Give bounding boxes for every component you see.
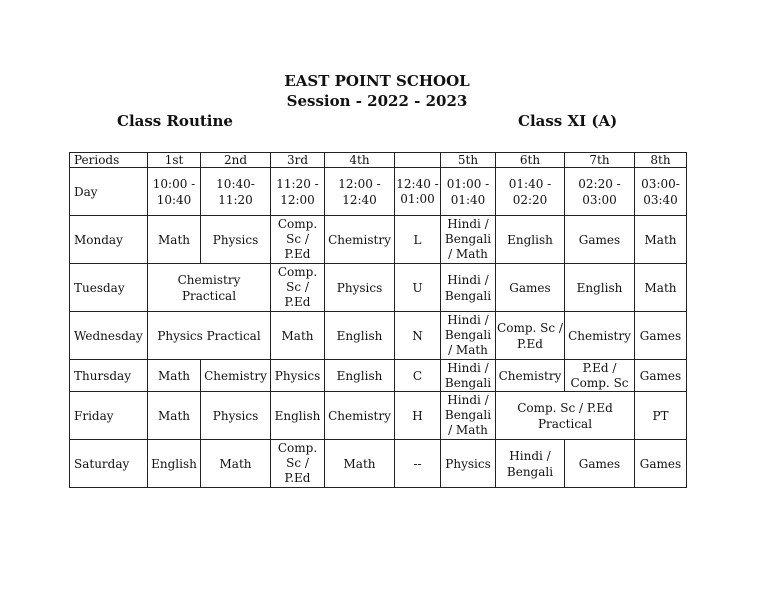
table-cell: Games	[565, 440, 635, 488]
time-cell: 12:00 - 12:40	[325, 168, 395, 216]
table-cell: L	[395, 216, 441, 264]
day-time-row	[70, 168, 687, 216]
table-row	[70, 312, 687, 360]
table-cell: Games	[635, 440, 687, 488]
table-header-cell: Periods	[70, 153, 148, 168]
table-cell: English	[325, 312, 395, 360]
row-label: Tuesday	[70, 264, 148, 312]
row-label: Thursday	[70, 360, 148, 392]
table-header-cell: 8th	[635, 153, 687, 168]
table-cell: English	[565, 264, 635, 312]
table-cell: Comp. Sc / P.Ed	[271, 264, 325, 312]
table-cell: Games	[635, 360, 687, 392]
table-cell: Math	[271, 312, 325, 360]
table-header-cell: 4th	[325, 153, 395, 168]
table-cell: Math	[635, 264, 687, 312]
table-cell: Games	[565, 216, 635, 264]
time-cell: 10:00 - 10:40	[148, 168, 201, 216]
school-name: EAST POINT SCHOOL	[284, 72, 470, 90]
table-cell: Comp. Sc / P.Ed	[271, 440, 325, 488]
row-label: Friday	[70, 392, 148, 440]
table-cell: Hindi / Bengali	[441, 264, 496, 312]
table-cell: Comp. Sc / P.Ed	[496, 312, 565, 360]
table-cell: Physics	[271, 360, 325, 392]
table-cell: English	[325, 360, 395, 392]
table-header-cell: 6th	[496, 153, 565, 168]
table-cell: Physics	[441, 440, 496, 488]
table-cell: PT	[635, 392, 687, 440]
table-cell: Chemistry Practical	[148, 264, 271, 312]
table-row	[70, 264, 687, 312]
table-cell: Hindi / Bengali / Math	[441, 216, 496, 264]
row-label: Wednesday	[70, 312, 148, 360]
table-cell: Chemistry	[565, 312, 635, 360]
table-cell: Math	[148, 360, 201, 392]
table-cell: Games	[635, 312, 687, 360]
table-cell: Physics Practical	[148, 312, 271, 360]
table-cell: Hindi / Bengali	[441, 360, 496, 392]
table-cell: Games	[496, 264, 565, 312]
table-row	[70, 392, 687, 440]
table-header-cell: 5th	[441, 153, 496, 168]
session-title: Session - 2022 - 2023	[286, 92, 468, 110]
table-cell: Math	[148, 392, 201, 440]
table-cell: Math	[201, 440, 271, 488]
table-cell: Chemistry	[325, 216, 395, 264]
table-header-cell: 2nd	[201, 153, 271, 168]
table-row	[70, 216, 687, 264]
table-header-cell	[395, 153, 441, 168]
row-label: Day	[70, 168, 148, 216]
table-cell: Math	[148, 216, 201, 264]
header-row	[70, 153, 687, 168]
time-cell: 10:40- 11:20	[201, 168, 271, 216]
time-cell: 12:40 - 01:00	[395, 168, 441, 216]
time-cell: 01:40 - 02:20	[496, 168, 565, 216]
table-header-cell: 3rd	[271, 153, 325, 168]
time-cell: 11:20 - 12:00	[271, 168, 325, 216]
row-label: Monday	[70, 216, 148, 264]
table-cell: Physics	[201, 392, 271, 440]
table-cell: Comp. Sc / P.Ed	[271, 216, 325, 264]
table-row	[70, 360, 687, 392]
table-cell: --	[395, 440, 441, 488]
routine-title: Class Routine	[117, 112, 233, 130]
table-cell: English	[271, 392, 325, 440]
time-cell: 02:20 - 03:00	[565, 168, 635, 216]
table-cell: C	[395, 360, 441, 392]
table-cell: Physics	[201, 216, 271, 264]
table-header-cell: 7th	[565, 153, 635, 168]
table-cell: H	[395, 392, 441, 440]
table-cell: Math	[635, 216, 687, 264]
table-cell: English	[496, 216, 565, 264]
table-row	[70, 440, 687, 488]
table-cell: English	[148, 440, 201, 488]
table-cell: Comp. Sc / P.Ed Practical	[496, 392, 635, 440]
table-cell: U	[395, 264, 441, 312]
table-cell: Hindi / Bengali	[496, 440, 565, 488]
table-cell: N	[395, 312, 441, 360]
time-cell: 01:00 - 01:40	[441, 168, 496, 216]
table-header-cell: 1st	[148, 153, 201, 168]
class-title: Class XI (A)	[518, 112, 618, 130]
table-cell: Chemistry	[325, 392, 395, 440]
row-label: Saturday	[70, 440, 148, 488]
class-routine-table	[69, 152, 687, 488]
table-cell: Physics	[325, 264, 395, 312]
table-cell: Hindi / Bengali / Math	[441, 392, 496, 440]
table-cell: Chemistry	[496, 360, 565, 392]
table-cell: Math	[325, 440, 395, 488]
time-cell: 03:00- 03:40	[635, 168, 687, 216]
table-cell: Chemistry	[201, 360, 271, 392]
table-cell: P.Ed / Comp. Sc	[565, 360, 635, 392]
table-cell: Hindi / Bengali / Math	[441, 312, 496, 360]
